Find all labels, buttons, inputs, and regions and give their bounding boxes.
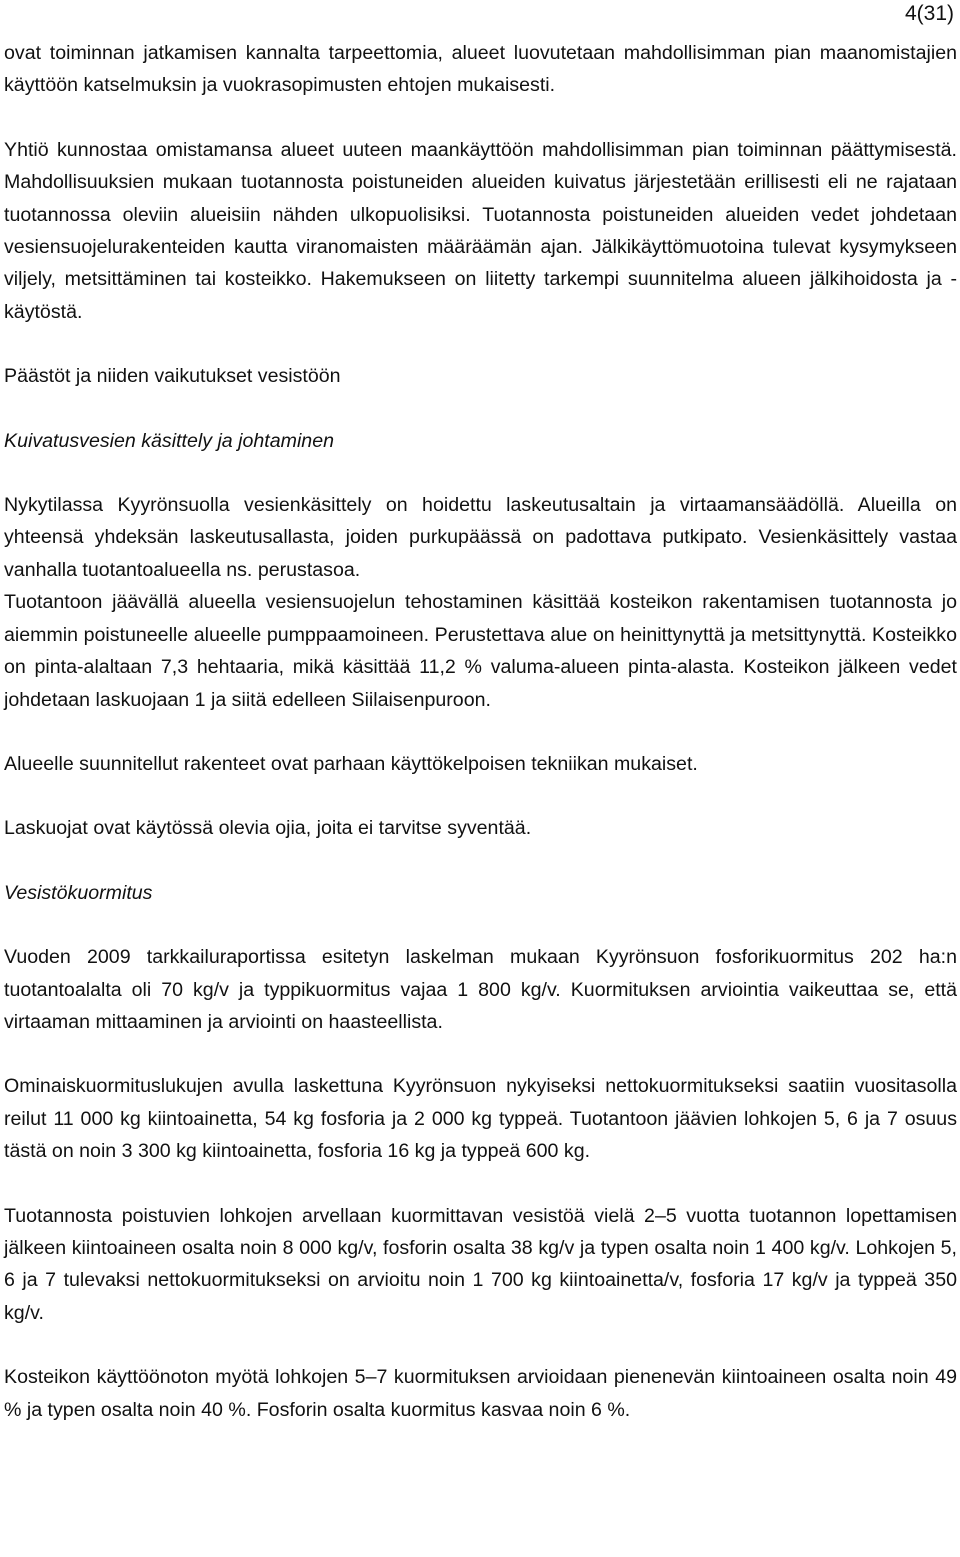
paragraph: Tuotantoon jäävällä alueella vesiensuojelun tehostaminen käsittää kosteikon rakentamisen tuotannosta jo aiemmin poistuneelle alueelle pumppaamoineen. Perustettava alue on heinittynyttä ja metsittynyttä. Kosteikko on pinta-alaltaan 7,3 hehtaaria, mikä käsittää 11,2 % valuma-alueen pinta-alasta. Kosteikon jälkeen vedet johdetaan laskuojaan 1 ja siitä edelleen Siilaisenpuroon. bbox=[4, 591, 957, 711]
spacer bbox=[4, 780, 957, 812]
spacer bbox=[4, 1038, 957, 1070]
spacer bbox=[4, 909, 957, 941]
paragraph: Kosteikon käyttöönoton myötä lohkojen 5–7 kuormituksen arvioidaan pienenevän kiintoaineen osalta noin 49 % ja typen osalta noin 40 %. Fosforin osalta kuormitus kasvaa noin 6 %. bbox=[4, 1366, 957, 1421]
paragraph: Nykytilassa Kyyrönsuolla vesienkäsittely on hoidettu laskeutusaltain ja virtaamansäädöllä. Alueilla on yhteensä yhdeksän laskeutusallasta, joiden purkupäässä on padottava putkipato. Vesienkäsittely vastaa vanhalla tuotantoalueella ns. perustasoa. bbox=[4, 494, 957, 581]
section-heading: Päästöt ja niiden vaikutukset vesistöön bbox=[4, 365, 341, 388]
page-number: 4(31) bbox=[904, 2, 954, 25]
paragraph: Alueelle suunnitellut rakenteet ovat parhaan käyttökelpoisen tekniikan mukaiset. bbox=[4, 752, 698, 775]
spacer bbox=[4, 1329, 957, 1361]
spacer bbox=[4, 102, 957, 134]
subsection-heading: Kuivatusvesien käsittely ja johtaminen bbox=[4, 429, 335, 452]
subsection-heading: Vesistökuormitus bbox=[4, 881, 153, 904]
paragraph: Ominaiskuormituslukujen avulla laskettuna Kyyrönsuon nykyiseksi nettokuormitukseksi saatiin vuositasolla reilut 11 000 kg kiintoainetta, 54 kg fosforia ja 2 000 kg typpeä. Tuotantoon jäävien lohkojen 5, 6 ja 7 osuus tästä on noin 3 300 kg kiintoainetta, fosforia 16 kg ja typpeä 600 kg. bbox=[4, 1075, 957, 1163]
paragraph: Vuoden 2009 tarkkailuraportissa esitetyn laskelman mukaan Kyyrönsuon fosforikuormitus 202 ha:n tuotantoalalta oli 70 kg/v ja typpikuormitus vajaa 1 800 kg/v. Kuormituksen arviointia vaikeuttaa se, että virtaaman mittaaminen ja arviointi on haasteellista. bbox=[4, 946, 957, 1033]
spacer bbox=[4, 1168, 957, 1200]
spacer bbox=[4, 716, 957, 748]
paragraph: Tuotannosta poistuvien lohkojen arvellaan kuormittavan vesistöä vielä 2–5 vuotta tuotannon lopettamisen jälkeen kiintoaineen osalta noin 8 000 kg/v, fosforin osalta 38 kg/v ja typen osalta noin 1 400 kg/v. Lohkojen 5, 6 ja 7 tulevaksi nettokuormitukseksi on arvioitu noin 1 700 kg kiintoainetta/v, fosforia 17 kg/v ja typpeä 350 kg/v. bbox=[4, 1204, 957, 1324]
paragraph: Yhtiö kunnostaa omistamansa alueet uuteen maankäyttöön mahdollisimman pian toiminnan päättymisestä. Mahdollisuuksien mukaan tuotannosta poistuneiden alueiden kuivatus järjestetään erillisesti eli ne rajataan tuotannossa oleviin alueisiin nähden ulkopuolisiksi. Tuotannosta poistuneiden alueiden vedet johdetaan vesiensuojelurakenteiden kautta viranomaisten määräämän ajan. Jälkikäyttömuotoina tulevat kysymykseen viljely, metsittäminen tai kosteikko. Hakemukseen on liitetty tarkempi suunnitelma alueen jälkihoidosta ja -käytöstä. bbox=[4, 138, 957, 323]
spacer bbox=[4, 393, 957, 425]
paragraph: ovat toiminnan jatkamisen kannalta tarpeettomia, alueet luovutetaan mahdollisimman pian maanomistajien käyttöön katselmuksin ja vuokrasopimusten ehtojen mukaisesti. bbox=[4, 42, 957, 97]
spacer bbox=[4, 328, 957, 360]
document-body bbox=[4, 37, 957, 1426]
paragraph: Laskuojat ovat käytössä olevia ojia, joita ei tarvitse syventää. bbox=[4, 817, 532, 840]
spacer bbox=[4, 457, 957, 489]
spacer bbox=[4, 845, 957, 877]
